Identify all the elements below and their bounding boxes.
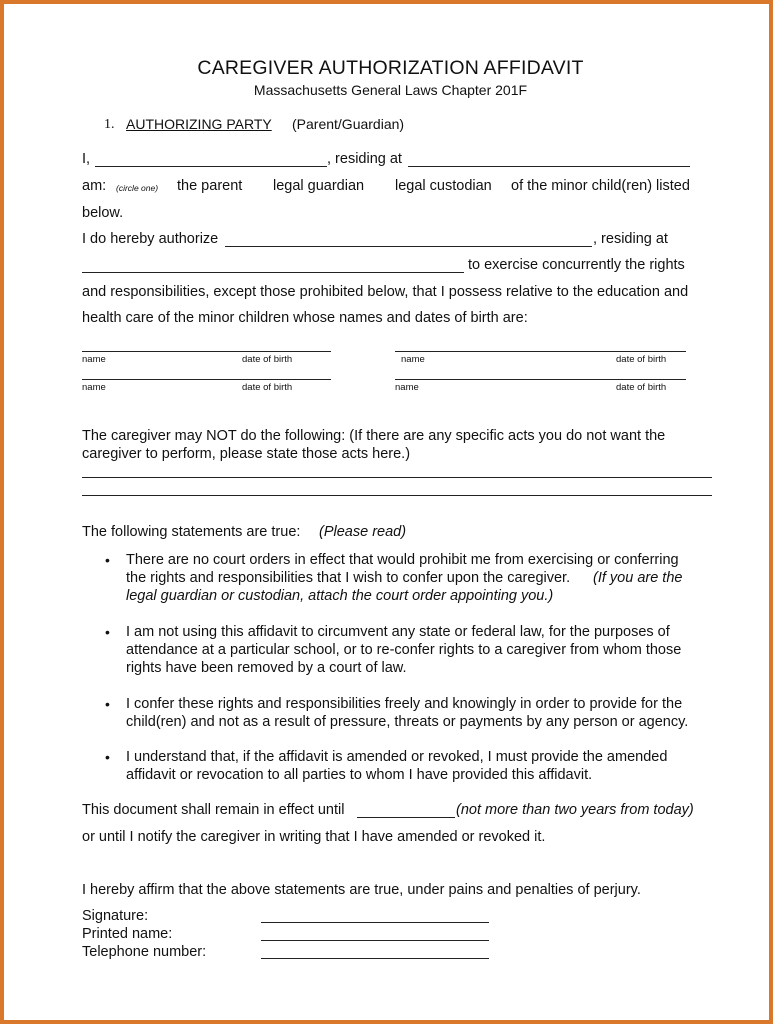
telephone-field[interactable] [261,958,489,959]
child-4-field[interactable] [395,379,686,380]
statements-intro-note: (Please read) [319,524,407,540]
health-care-text: health care of the minor children whose names and dates of birth are: [82,310,528,326]
document-subtitle: Massachusetts General Laws Chapter 201F [253,82,528,98]
parent-address-field[interactable] [408,166,690,167]
bullet-3-line2: child(ren) and not as a result of pressure, threats or payments by any person or agency. [126,714,689,730]
child-3-field[interactable] [82,379,331,380]
am-suffix: of the minor child(ren) listed [511,178,690,194]
line-i-prefix: I, [82,151,91,167]
child-1-dob-label: date of birth [242,354,293,365]
bullet-2-line3: rights have been removed by a court of law. [126,660,407,676]
authorize-suffix: , residing at [593,231,668,247]
parent-name-field[interactable] [95,166,327,167]
caregiver-address-field[interactable] [82,272,464,273]
child-2-field[interactable] [395,351,686,352]
child-4-dob-label: date of birth [616,382,667,393]
child-1-name-label: name [82,354,106,365]
printed-name-field[interactable] [261,940,489,941]
bullet-3-line1: I confer these rights and responsibilities freely and knowingly in order to provide for the [126,696,683,712]
am-continuation: below. [82,205,124,221]
child-1-field[interactable] [82,351,331,352]
caregiver-not-line1: The caregiver may NOT do the following: (If there are any specific acts you do not want the [82,428,666,444]
child-2-name-label: name [401,354,425,365]
bullet-1-line3: legal guardian or custodian, attach the court order appointing you.) [126,588,554,604]
bullet-2-line1: I am not using this affidavit to circumvent any state or federal law, for the purposes of [126,624,670,640]
child-2-dob-label: date of birth [616,354,667,365]
line-i-middle: , residing at [327,151,402,167]
bullet-4-line1: I understand that, if the affidavit is amended or revoked, I must provide the amended [126,749,668,765]
bullet-1-line1: There are no court orders in effect that would prohibit me from exercising or conferring [126,552,679,568]
signature-field[interactable] [261,922,489,923]
child-4-name-label: name [395,382,419,393]
exercise-text: to exercise concurrently the rights [468,257,685,273]
bullet-4-dot: • [105,749,110,765]
option-legal-custodian[interactable]: legal custodian [395,178,492,194]
printed-name-label: Printed name: [82,926,173,942]
effect-note: (not more than two years from today) [456,802,694,818]
child-3-dob-label: date of birth [242,382,293,393]
effect-prefix: This document shall remain in effect until [82,802,345,818]
section-heading: AUTHORIZING PARTY [126,116,272,132]
effect-line2: or until I notify the caregiver in writing that I have amended or revoked it. [82,829,546,845]
prohibited-acts-field-1[interactable] [82,477,712,478]
bullet-2-dot: • [105,624,110,640]
am-label: am: [82,178,107,194]
caregiver-not-line2: caregiver to perform, please state those acts here.) [82,446,411,462]
bullet-1-line2-note: (If you are the [593,570,683,586]
caregiver-name-field[interactable] [225,246,592,247]
bullet-4-line2: affidavit or revocation to all parties to whom I have provided this affidavit. [126,767,593,783]
document-title: CAREGIVER AUTHORIZATION AFFIDAVIT [197,57,584,79]
affirmation-text: I hereby affirm that the above statements are true, under pains and penalties of perjury. [82,882,641,898]
section-heading-suffix: (Parent/Guardian) [292,116,405,132]
prohibited-acts-field-2[interactable] [82,495,712,496]
signature-label: Signature: [82,908,149,924]
authorize-prefix: I do hereby authorize [82,231,219,247]
responsibilities-text: and responsibilities, except those prohibited below, that I possess relative to the education and [82,284,689,300]
section-number: 1. [104,117,115,132]
child-3-name-label: name [82,382,106,393]
option-parent[interactable]: the parent [177,178,243,194]
bullet-2-line2: attendance at a particular school, or to re-confer rights to a caregiver from whom those [126,642,682,658]
bullet-1-dot: • [105,552,110,568]
statements-intro: The following statements are true: [82,524,301,540]
telephone-label: Telephone number: [82,944,207,960]
effect-date-field[interactable] [357,817,455,818]
option-legal-guardian[interactable]: legal guardian [273,178,365,194]
bullet-3-dot: • [105,696,110,712]
circle-one-note: (circle one) [116,183,159,193]
bullet-1-line2: the rights and responsibilities that I wish to confer upon the caregiver. [126,570,571,586]
